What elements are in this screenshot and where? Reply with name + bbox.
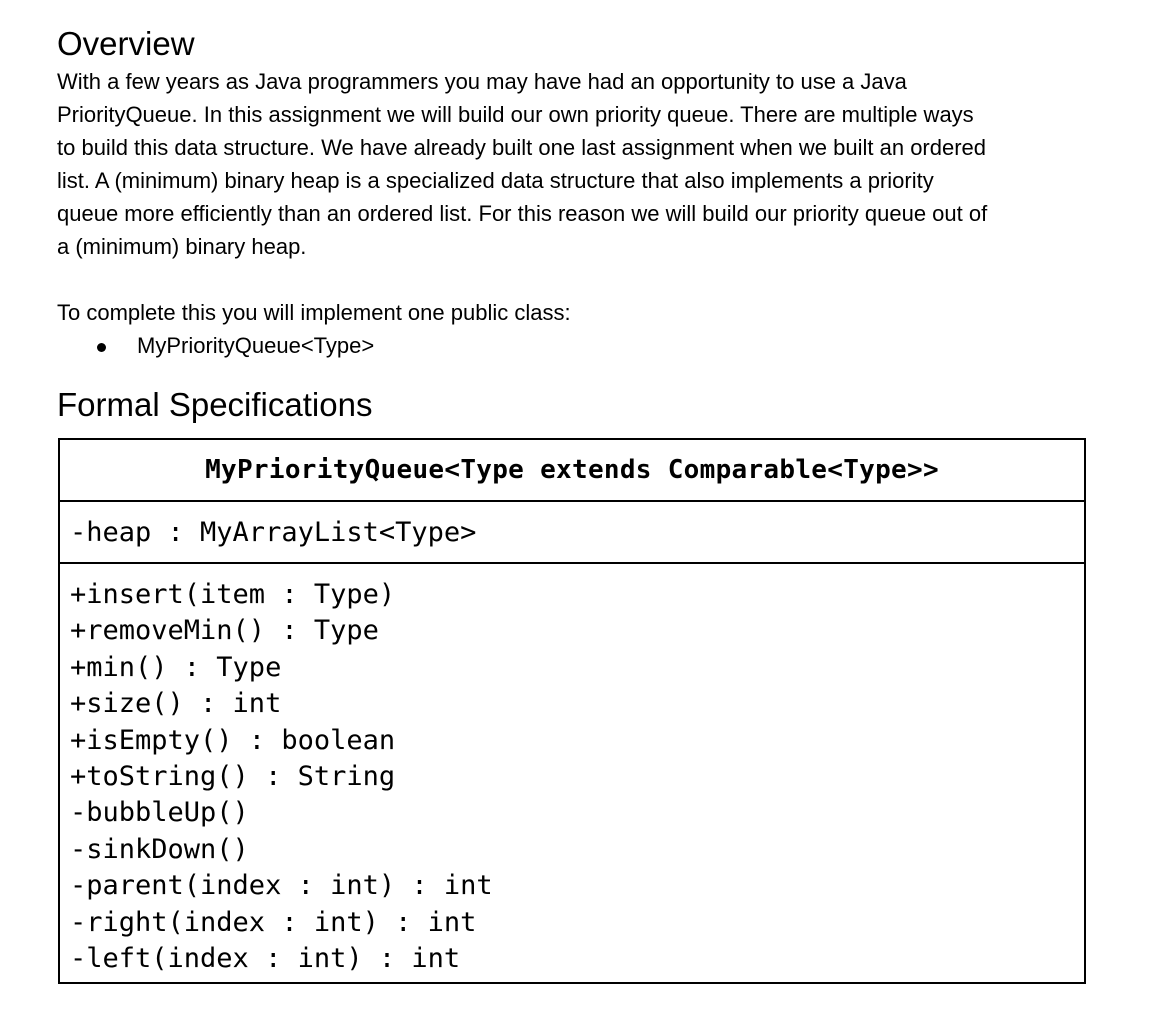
uml-method: +insert(item : Type) (70, 579, 396, 610)
uml-method: -parent(index : int) : int (70, 870, 493, 902)
overview-line: PriorityQueue. In this assignment we will build our own priority queue. There are multiple ways (57, 102, 974, 127)
paragraph-spacer (57, 263, 1097, 296)
overview-line: queue more efficiently than an ordered list. For this reason we will build our priority queue out of (57, 201, 988, 226)
uml-field: -heap : MyArrayList<Type> (70, 516, 477, 548)
uml-methods-section (60, 564, 1084, 977)
document-page (57, 22, 1097, 427)
intro-text: To complete this you will implement one public class: (57, 300, 571, 325)
uml-method: -bubbleUp() (70, 797, 249, 829)
uml-fields-section (60, 502, 1084, 564)
class-list (57, 329, 1097, 362)
uml-method: +toString() : String (70, 761, 396, 793)
overview-line: With a few years as Java programmers you may have had an opportunity to use a Java (57, 69, 907, 94)
bullet-icon (97, 343, 106, 352)
uml-method: +isEmpty() : boolean (70, 724, 396, 756)
uml-class-diagram (58, 438, 1086, 984)
overview-line: to build this data structure. We have already built one last assignment when we built an ordered (57, 135, 987, 160)
overview-line: a (minimum) binary heap. (57, 234, 307, 259)
uml-method: -left(index : int) : int (70, 943, 461, 975)
overview-line: list. A (minimum) binary heap is a specialized data structure that also implements a priority (57, 168, 934, 193)
list-item (57, 329, 1097, 362)
uml-method: +min() : Type (70, 651, 282, 683)
uml-method: -sinkDown() (70, 833, 249, 865)
uml-method: -right(index : int) : int (70, 906, 477, 938)
overview-paragraph (57, 65, 1097, 263)
formal-specifications-heading: Formal Specifications (57, 386, 373, 423)
class-name-text: MyPriorityQueue<Type> (137, 333, 375, 358)
uml-class-name: MyPriorityQueue<Type extends Comparable<Type>> (60, 440, 1084, 502)
uml-method: +removeMin() : Type (70, 615, 379, 647)
uml-method: +size() : int (70, 688, 282, 720)
overview-heading: Overview (57, 25, 195, 62)
